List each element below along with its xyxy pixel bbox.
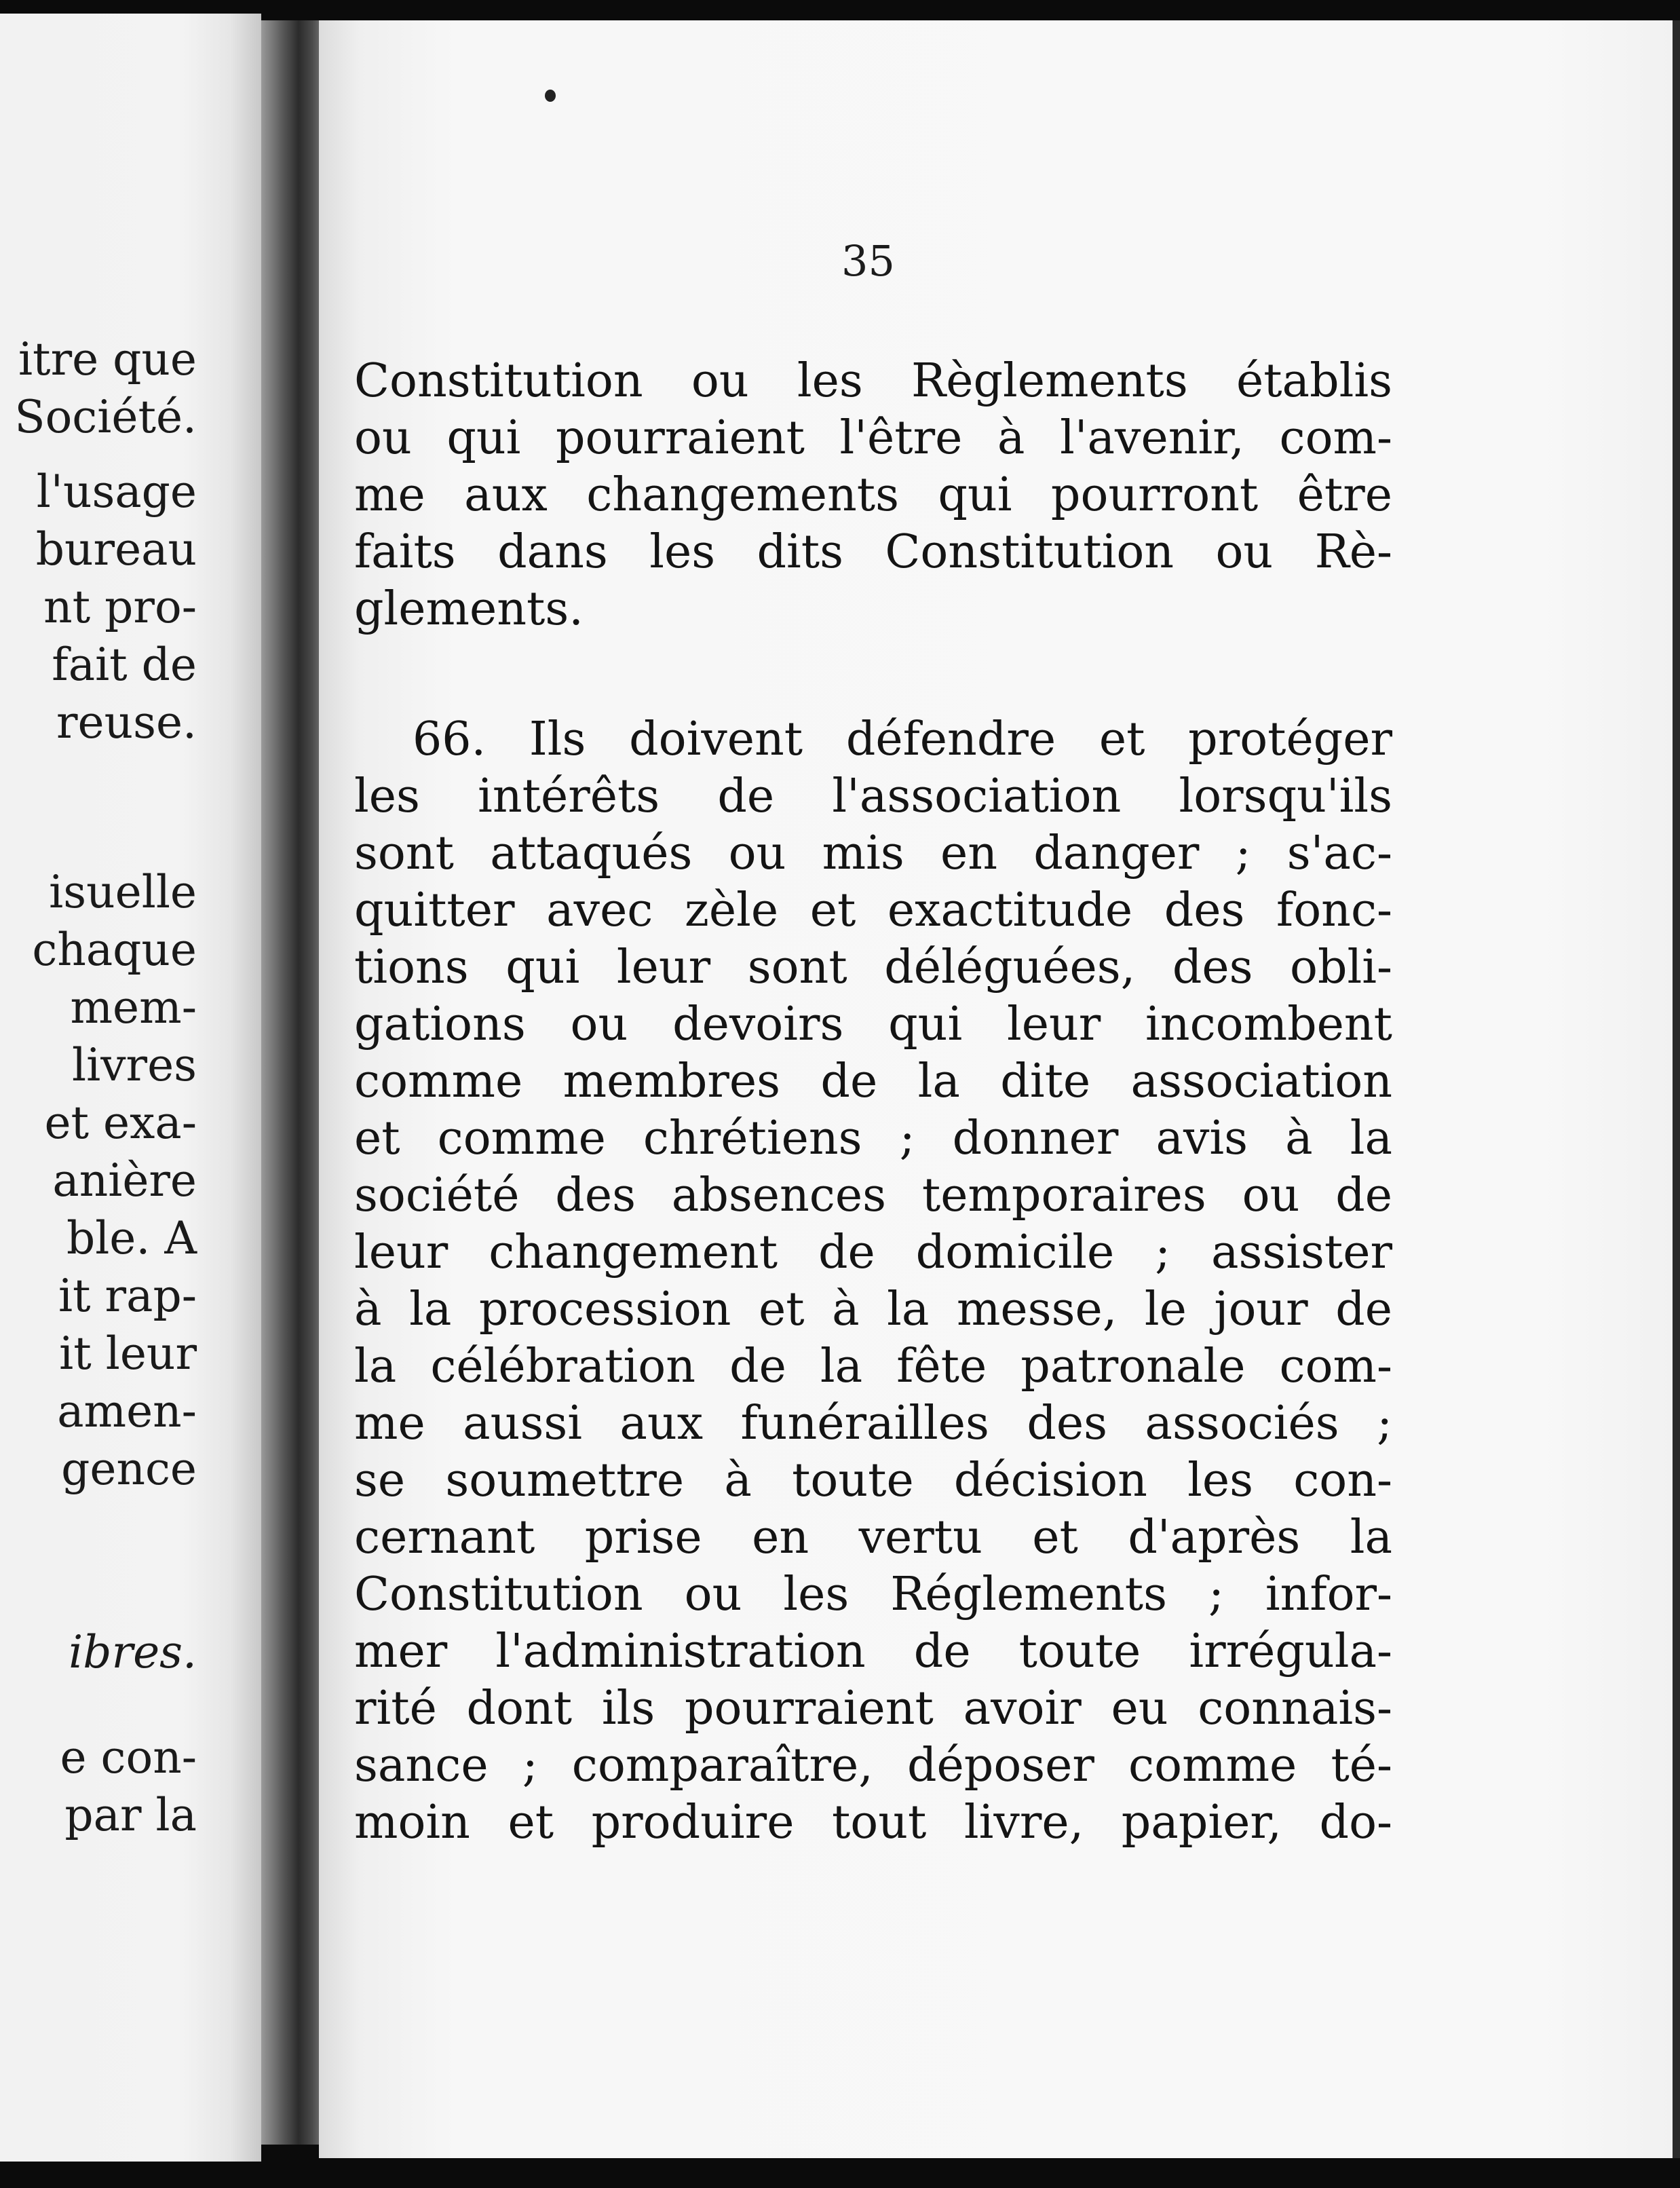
page-number: 35 [841,236,895,286]
text-line: me aux changements qui pourront être [354,468,1392,522]
left-line: et exa- [44,1097,197,1149]
left-line: amen- [57,1385,197,1437]
text-line: quitter avec zèle et exactitude des fonc- [354,884,1392,937]
text-line: sont attaqués ou mis en danger ; s'ac- [354,827,1392,880]
text-line: les intérêts de l'association lorsqu'ils [354,770,1392,823]
left-line: Société. [14,391,197,443]
left-line: ibres. [69,1626,197,1678]
paragraph-gap [354,638,1392,711]
left-line: gence [61,1443,197,1495]
left-line: livres [72,1039,197,1091]
left-line: reuse. [56,696,197,749]
body-text [354,353,1392,1851]
left-line: par la [64,1789,197,1841]
text-line: me aussi aux funérailles des associés ; [354,1397,1392,1450]
left-line: bureau [35,523,197,576]
left-line: chaque [32,924,197,976]
left-line: fait de [52,639,197,691]
text-line: se soumettre à toute décision les con- [354,1454,1392,1507]
text-line: glements. [354,582,584,636]
page-edge [1673,20,1680,2158]
text-line: et comme chrétiens ; donner avis à la [354,1112,1392,1165]
text-line: Constitution ou les Réglements ; infor- [354,1568,1392,1621]
text-line: comme membres de la dite association [354,1055,1392,1108]
left-line: l'usage [36,466,197,518]
text-line: ou qui pourraient l'être à l'avenir, com- [354,411,1392,465]
text-line: leur changement de domicile ; assister [354,1226,1392,1279]
text-line: moin et produire tout livre, papier, do- [354,1796,1392,1849]
left-line: it leur [59,1327,197,1380]
text-line: mer l'administration de toute irrégula- [354,1625,1392,1678]
left-line: e con- [60,1731,197,1784]
text-line: gations ou devoirs qui leur incombent [354,998,1392,1051]
left-line: it rap- [58,1270,197,1322]
left-line: itre que [18,333,197,385]
left-line: anière [52,1154,197,1207]
left-line: mem- [70,981,197,1034]
left-line: ble. A [66,1212,197,1264]
text-line: cernant prise en vertu et d'après la [354,1511,1392,1564]
left-line: nt pro- [43,581,197,633]
text-line: à la procession et à la messe, le jour de [354,1283,1392,1336]
text-line: tions qui leur sont déléguées, des obli- [354,941,1392,994]
text-line: sance ; comparaître, déposer comme té- [354,1739,1392,1792]
ink-speck [545,90,556,102]
text-line: la célébration de la fête patronale com- [354,1340,1392,1393]
text-line: société des absences temporaires ou de [354,1169,1392,1222]
left-page [0,14,261,2162]
text-line: rité dont ils pourraient avoir eu connais- [354,1682,1392,1735]
text-line: faits dans les dits Constitution ou Rè- [354,525,1392,579]
text-line: Constitution ou les Règlements établis [354,354,1392,408]
text-line: 66. Ils doivent défendre et protéger [413,713,1392,766]
left-line: isuelle [49,866,197,918]
